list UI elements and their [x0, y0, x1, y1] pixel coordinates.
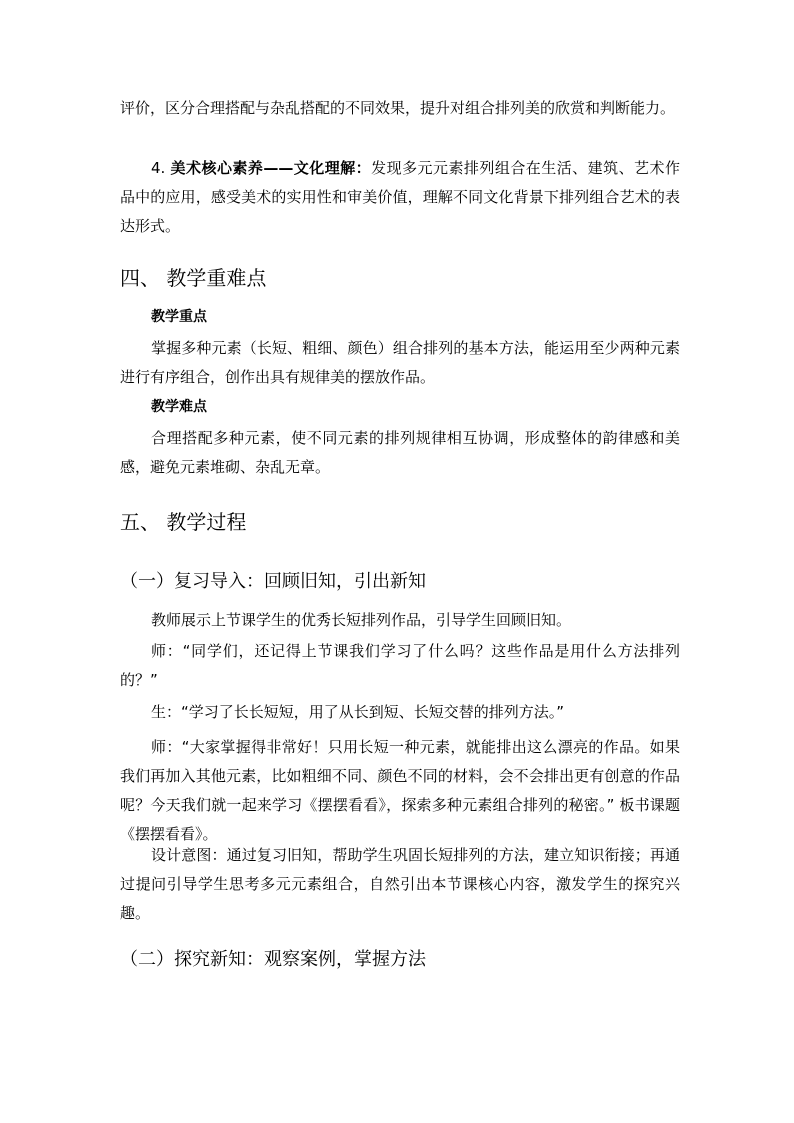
heading-section-two: （二）探究新知：观察案例，掌握方法: [120, 949, 426, 970]
heading-section-one: （一）复习导入：回顾旧知，引出新知: [120, 571, 426, 592]
subheading-difficulty: 教学难点: [151, 399, 207, 415]
heading-five: 五、 教学过程: [120, 510, 247, 534]
paragraph-student-1: 生：“学习了长长短短，用了从长到短、长短交替的排列方法。”: [151, 703, 565, 721]
item-lead: 美术核心素养——文化理解：: [170, 159, 372, 177]
item-number: 4.: [151, 159, 166, 177]
paragraph-teacher-1: 师：“同学们，还记得上节课我们学习了什么吗？这些作品是用什么方法排列的？”: [120, 642, 680, 689]
paragraph-key: 掌握多种元素（长短、粗细、颜色）组合排列的基本方法，能运用至少两种元素进行有序组合，创作出具有规律美的摆放作品。: [120, 339, 680, 386]
paragraph-design-intent: 设计意图：通过复习旧知，帮助学生巩固长短排列的方法，建立知识衔接；再通过提问引导学生思考多元元素组合，自然引出本节课核心内容，激发学生的探究兴趣。: [120, 846, 680, 922]
paragraph-culture: [120, 154, 680, 241]
paragraph-difficulty: 合理搭配多种元素，使不同元素的排列规律相互协调，形成整体的韵律感和美感，避免元素堆砌、杂乱无章。: [120, 429, 680, 476]
subheading-key: 教学重点: [151, 309, 207, 325]
paragraph-evaluation: 评价，区分合理搭配与杂乱搭配的不同效果，提升对组合排列美的欣赏和判断能力。: [120, 99, 676, 117]
heading-four: 四、 教学重难点: [120, 266, 267, 290]
item-text: 发现多元元素排列组合在生活、建筑、艺术作品中的应用，感受美术的实用性和审美价值，理解不同文化背景下排列组合艺术的表达形式。: [120, 159, 680, 235]
paragraph-intro: 教师展示上节课学生的优秀长短排列作品，引导学生回顾旧知。: [151, 611, 572, 629]
paragraph-teacher-2: 师：“大家掌握得非常好！只用长短一种元素，就能排出这么漂亮的作品。如果我们再加入其他元素，比如粗细不同、颜色不同的材料，会不会排出更有创意的作品呢？今天我们就一起来学习《摆摆看看》，探索多种元素组合排列的秘密。” 板书课题《摆摆看看》。: [120, 738, 680, 843]
